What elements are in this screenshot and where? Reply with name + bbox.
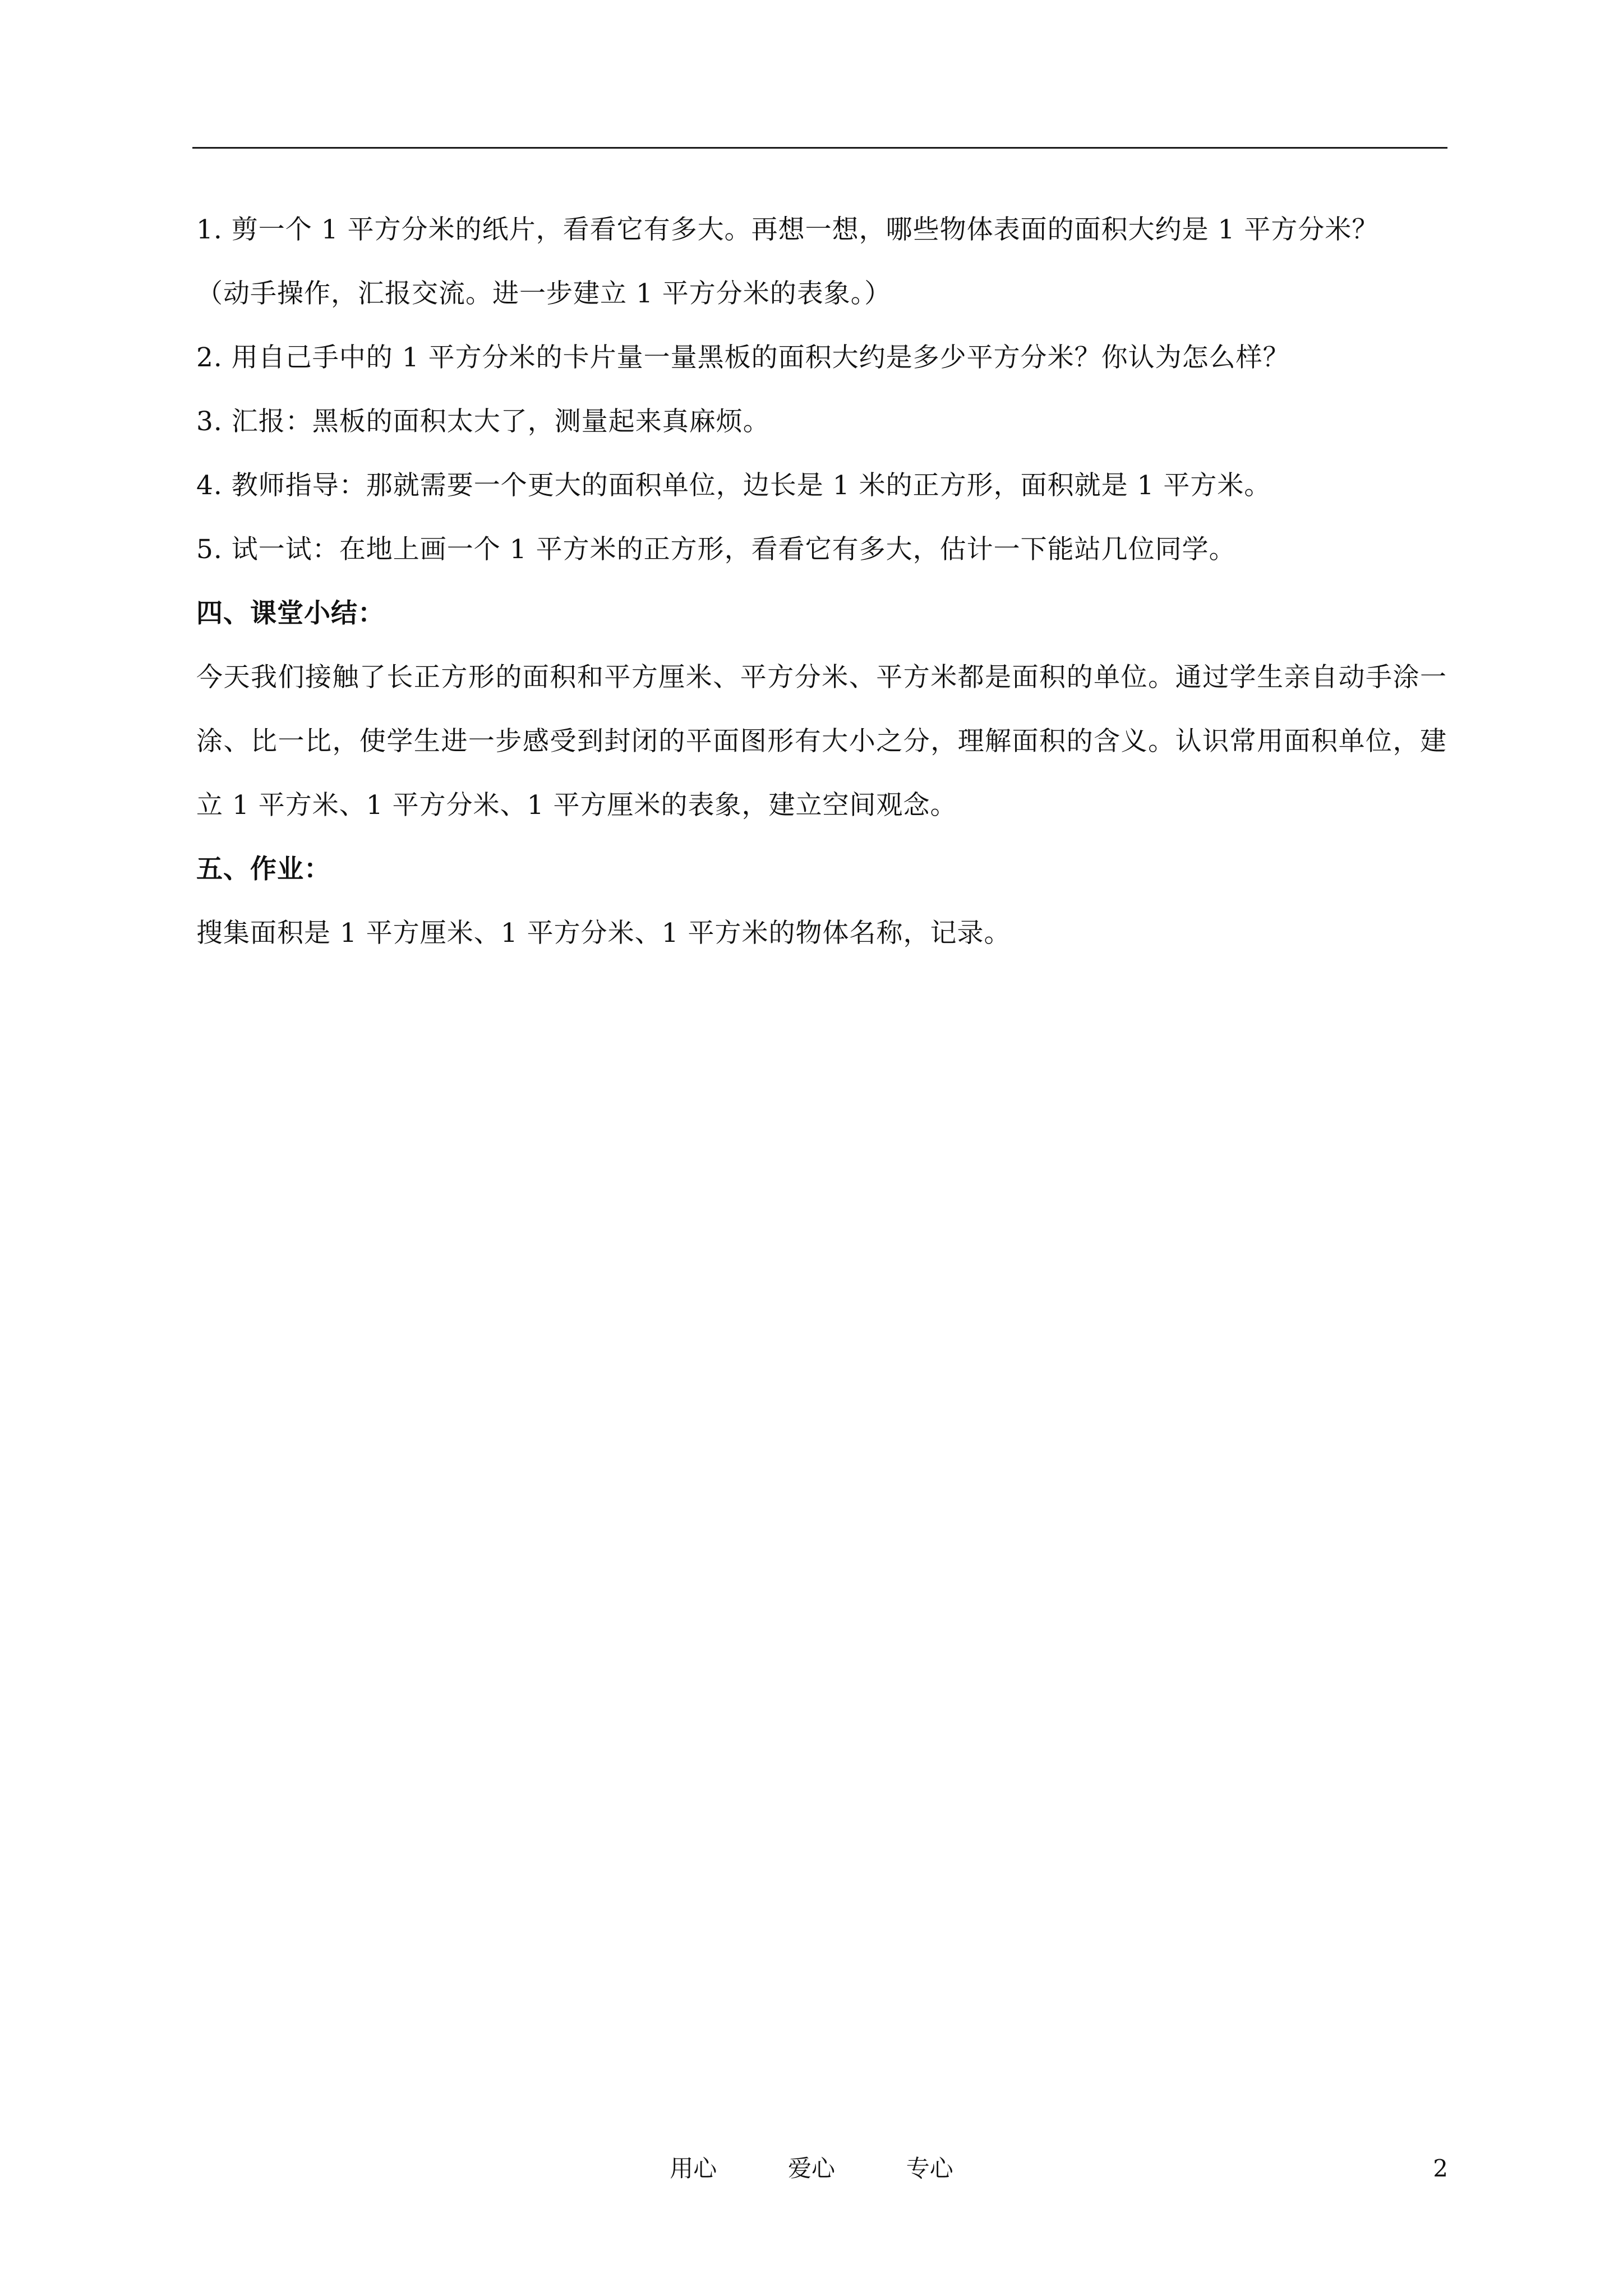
summary-paragraph: 今天我们接触了长正方形的面积和平方厘米、平方分米、平方米都是面积的单位。通过学生亲自动手涂一涂、比一比，使学生进一步感受到封闭的平面图形有大小之分，理解面积的含义。认识常用面积单位，建立 1 平方米、1 平方分米、1 平方厘米的表象，建立空间观念。 xyxy=(196,662,1447,821)
list-item-3: 3. 汇报：黑板的面积太大了，测量起来真麻烦。 xyxy=(196,406,770,437)
section-heading-summary: 四、课堂小结： xyxy=(196,598,385,629)
list-item-5: 5. 试一试：在地上画一个 1 平方米的正方形，看看它有多大，估计一下能站几位同学。 xyxy=(196,534,1236,565)
list-item-1-note: （动手操作，汇报交流。进一步建立 1 平方分米的表象。） xyxy=(196,278,892,309)
list-item-2: 2. 用自己手中的 1 平方分米的卡片量一量黑板的面积大约是多少平方分米？你认为怎么样？ xyxy=(196,342,1290,373)
footer-motto: 用心 爱心 专心 xyxy=(670,2155,953,2182)
list-item-4: 4. 教师指导：那就需要一个更大的面积单位，边长是 1 米的正方形，面积就是 1 平方米。 xyxy=(196,470,1271,501)
page-number: 2 xyxy=(1433,2155,1448,2182)
list-item-1: 1. 剪一个 1 平方分米的纸片，看看它有多大。再想一想，哪些物体表面的面积大约是 1 平方分米？ xyxy=(196,214,1379,245)
section-heading-homework: 五、作业： xyxy=(196,854,331,885)
document-body xyxy=(196,213,1447,981)
homework-paragraph: 搜集面积是 1 平方厘米、1 平方分米、1 平方米的物体名称，记录。 xyxy=(196,918,1011,949)
header-rule xyxy=(192,147,1447,149)
